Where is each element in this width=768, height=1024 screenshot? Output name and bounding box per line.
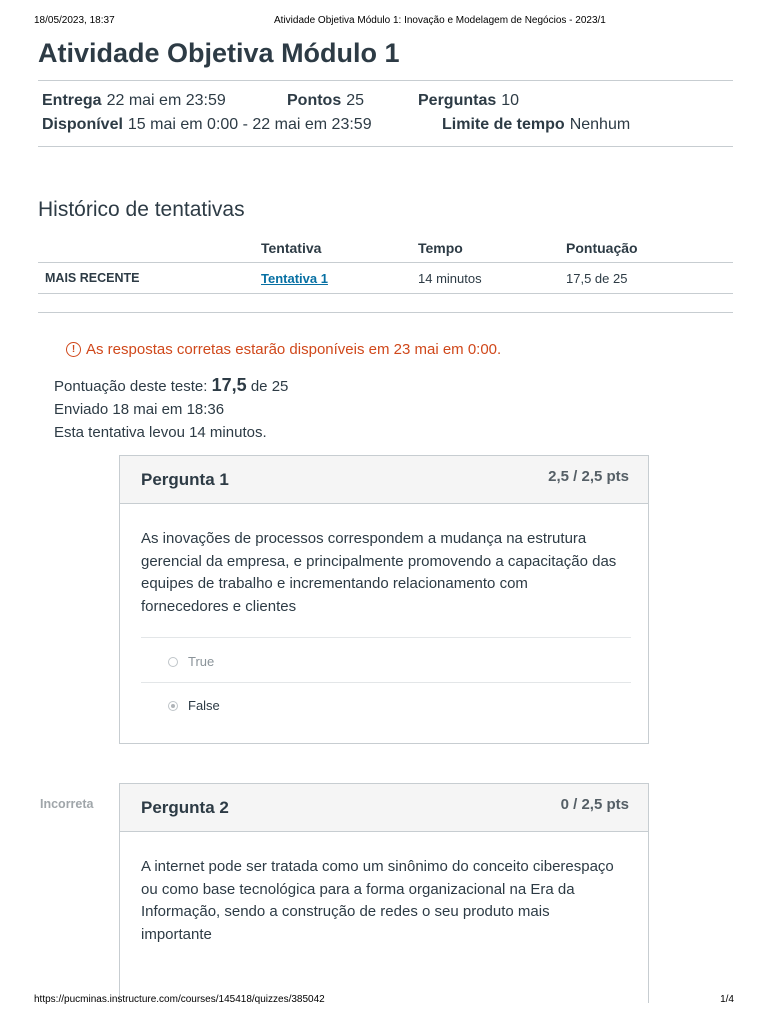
page-number: 1/4 (720, 994, 734, 1005)
time-limit-value: Nenhum (569, 116, 631, 133)
question-header (120, 456, 648, 504)
column-header-score: Pontuação (566, 240, 638, 256)
points (287, 92, 364, 110)
radio-selected-icon (168, 701, 178, 711)
time-limit-label: Limite de tempo (442, 116, 565, 133)
question-points: 0 / 2,5 pts (560, 796, 629, 813)
print-url: https://pucminas.instructure.com/courses/145418/quizzes/385042 (34, 994, 325, 1005)
question-text: A internet pode ser tratada como um sinônimo do conceito ciberespaço ou como base tecnológica para a forma organizacional na Era da Informação, sendo a construção de redes o seu produto mais importante (141, 858, 614, 943)
due-label: Entrega (42, 92, 102, 109)
history-title: Histórico de tentativas (38, 198, 245, 221)
time-limit (442, 116, 630, 134)
table-divider (38, 293, 733, 294)
questions-label: Perguntas (418, 92, 497, 109)
print-header (34, 15, 734, 29)
due-date (42, 92, 226, 110)
warning-icon: ! (66, 342, 81, 357)
points-value: 25 (346, 92, 365, 109)
divider (38, 312, 733, 313)
attempt-score: 17,5 de 25 (566, 271, 628, 286)
score-value: 17,5 (211, 375, 247, 395)
column-header-time: Tempo (418, 240, 463, 256)
print-footer (34, 994, 734, 1008)
print-date: 18/05/2023, 18:37 (34, 15, 115, 26)
answer-label: True (188, 654, 215, 669)
column-header-attempt: Tentativa (261, 240, 322, 256)
submitted-info: Enviado 18 mai em 18:36 (54, 401, 225, 418)
questions-value: 10 (501, 92, 520, 109)
points-label: Pontos (287, 92, 342, 109)
answer-option-true (168, 654, 214, 669)
question-text: As inovações de processos correspondem a mudança na estrutura gerencial da empresa, e principalmente promovendo a capacitação das equipes de trabalho e incrementando relacionamento com fornecedores e clientes (141, 530, 617, 615)
score-total: de 25 (250, 378, 289, 395)
question-count (418, 92, 519, 110)
print-doc-title: Atividade Objetiva Módulo 1: Inovação e Modelagem de Negócios - 2023/1 (274, 15, 606, 26)
availability (42, 116, 372, 134)
answer-option-false (168, 698, 220, 713)
attempt-link[interactable]: Tentativa 1 (261, 271, 328, 286)
divider (38, 80, 733, 81)
answer-divider (141, 682, 631, 683)
incorrect-badge: Incorreta (40, 797, 94, 811)
table-divider (38, 262, 733, 263)
question-card (119, 455, 649, 744)
duration-info: Esta tentativa levou 14 minutos. (54, 424, 267, 441)
radio-icon (168, 657, 178, 667)
attempt-time: 14 minutos (418, 271, 482, 286)
question-title: Pergunta 1 (141, 470, 229, 489)
question-header (120, 784, 648, 832)
due-value: 22 mai em 23:59 (106, 92, 226, 109)
score-label: Pontuação deste teste: (54, 378, 208, 395)
alert-text: As respostas corretas estarão disponíveis em 23 mai em 0:00. (86, 341, 502, 358)
row-label: MAIS RECENTE (45, 271, 140, 285)
page-title: Atividade Objetiva Módulo 1 (38, 38, 400, 68)
answers-availability-alert (66, 341, 501, 358)
answer-divider (141, 637, 631, 638)
question-points: 2,5 / 2,5 pts (548, 468, 629, 485)
score-summary (54, 375, 288, 396)
question-card (119, 783, 649, 1003)
available-label: Disponível (42, 116, 123, 133)
question-title: Pergunta 2 (141, 798, 229, 817)
available-value: 15 mai em 0:00 - 22 mai em 23:59 (127, 116, 372, 133)
answer-label: False (188, 698, 220, 713)
divider (38, 146, 733, 147)
